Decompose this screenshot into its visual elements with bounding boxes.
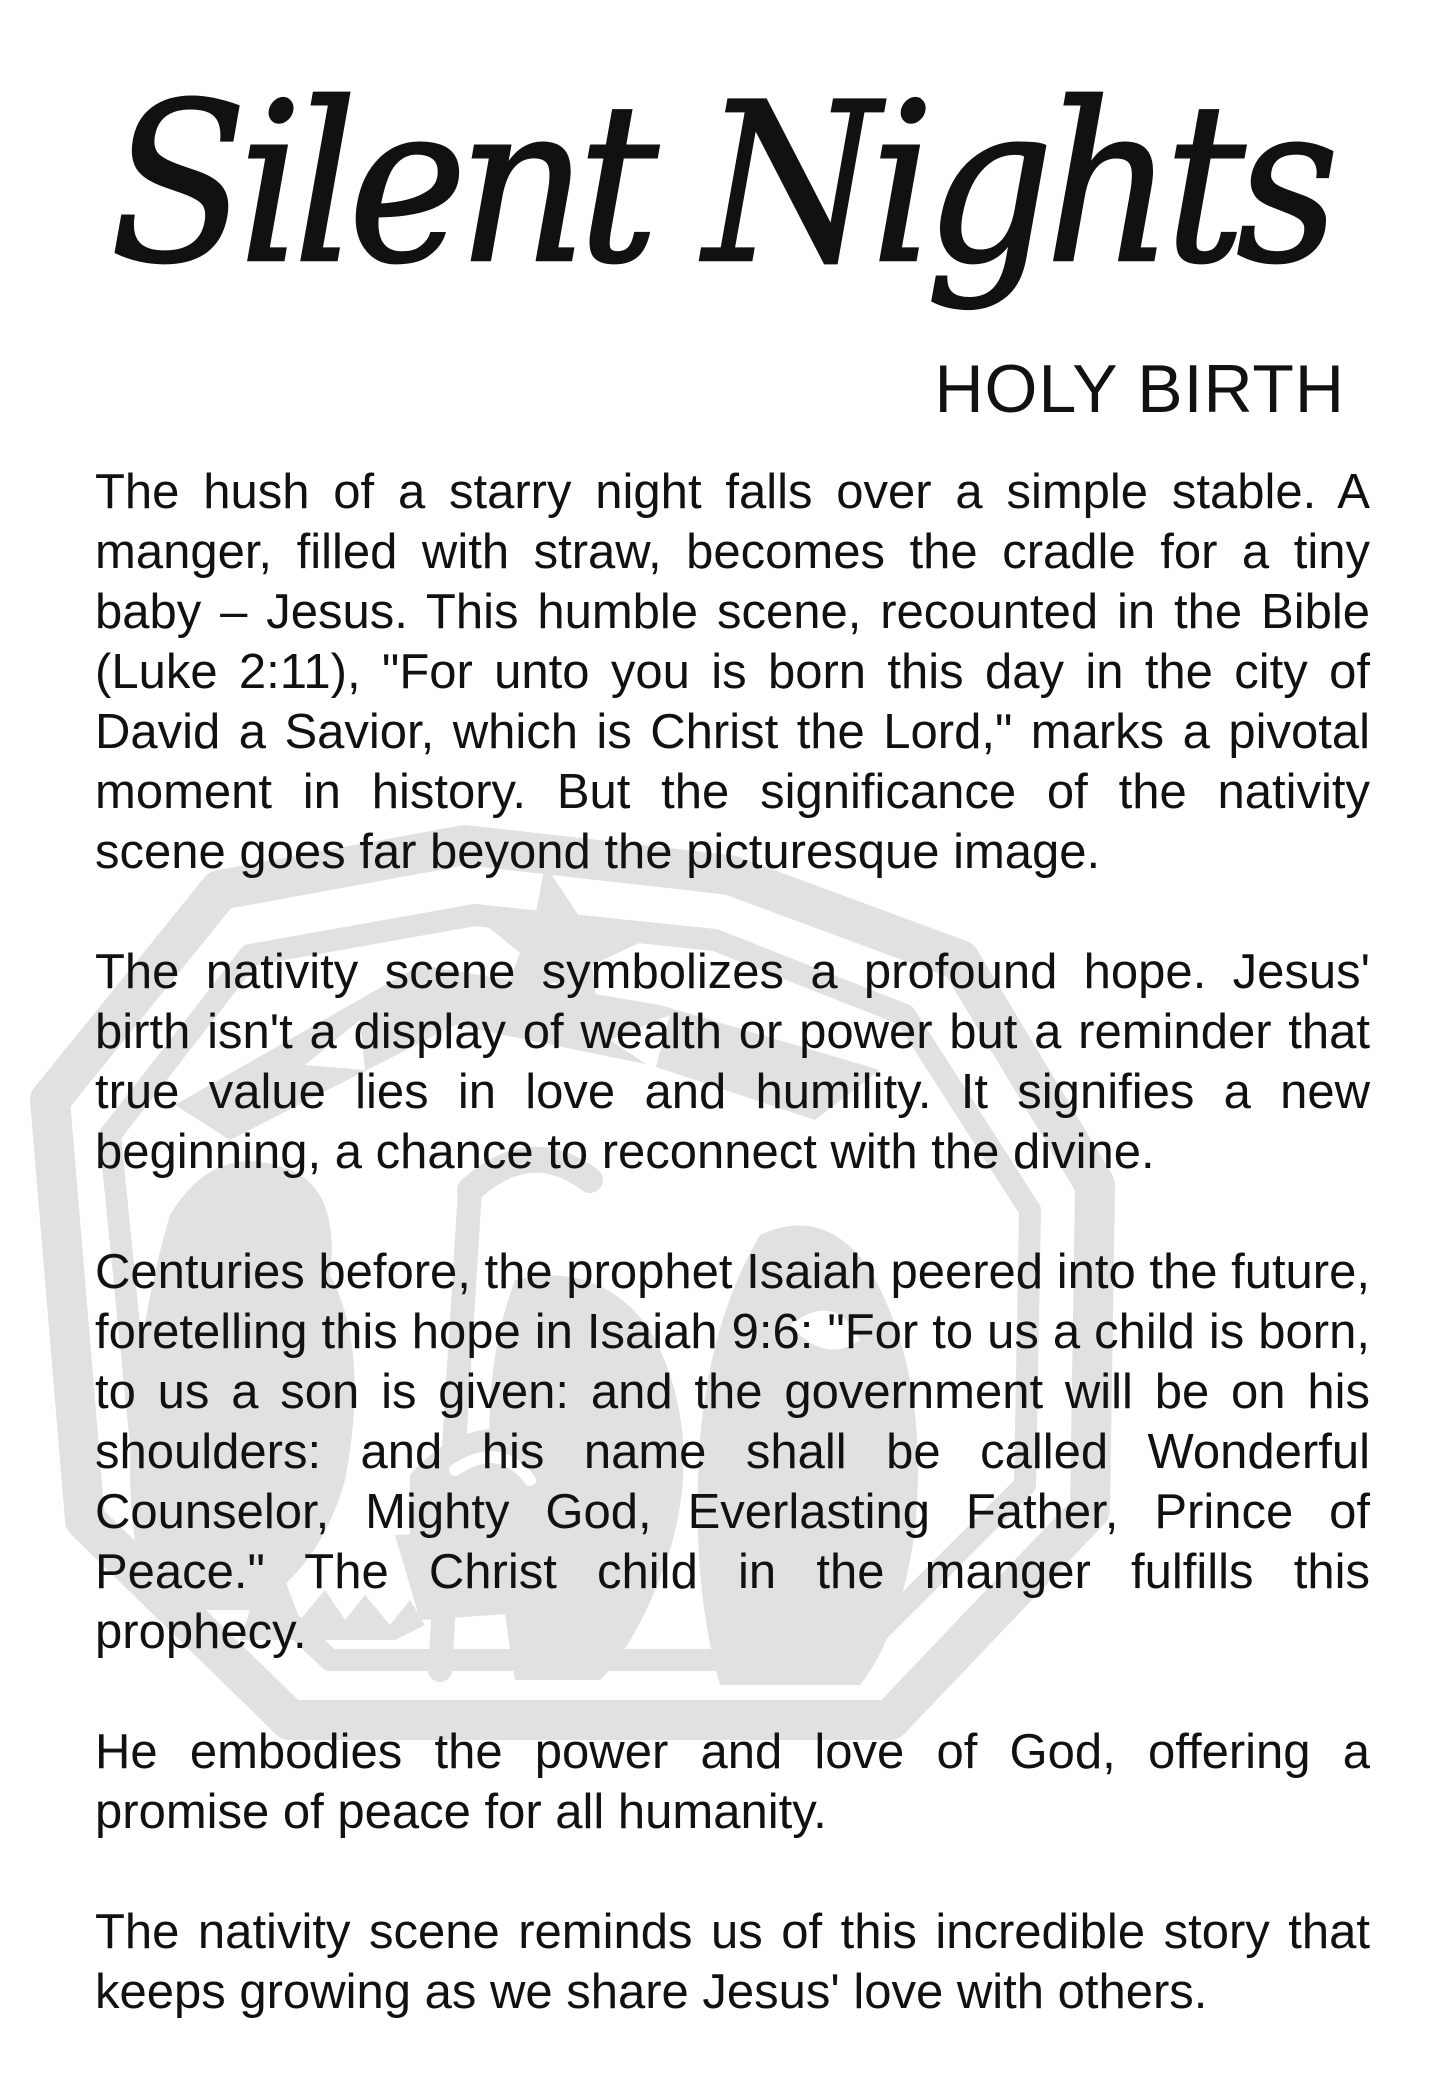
subtitle-label: HOLY BIRTH — [934, 351, 1345, 427]
paragraph: The nativity scene symbolizes a profound hope. Jesus' birth isn't a display of wealth or power but a reminder that true value lies in love and humility. It signifies a new beginning, a chance to reconnect with the divine. — [95, 945, 1370, 1179]
paragraph: The hush of a starry night falls over a simple stable. A manger, filled with straw, becomes the cradle for a tiny baby – Jesus. This humble scene, recounted in the Bible (Luke 2:11), "For unto you is born this day in the city of David a Savior, which is Christ the Lord," marks a pivotal moment in history. But the significance of the nativity scene goes far beyond the picturesque image. — [95, 465, 1370, 879]
paragraph: The nativity scene reminds us of this incredible story that keeps growing as we share Jesus' love with others. — [95, 1905, 1370, 2019]
paragraph: He embodies the power and love of God, offering a promise of peace for all humanity. — [95, 1725, 1370, 1839]
paragraph: Centuries before, the prophet Isaiah peered into the future, foretelling this hope in Isaiah 9:6: "For to us a child is born, to us a son is given: and the government will be on his shoulders: and his name shall be called Wonderful Counselor, Mighty God, Everlasting Father, Prince of Peace." The Christ child in the manger fulfills this prophecy. — [95, 1245, 1370, 1659]
page-title — [110, 20, 1360, 380]
article-body — [95, 462, 1370, 2082]
title-script-text: Silent Nights — [110, 56, 1333, 312]
